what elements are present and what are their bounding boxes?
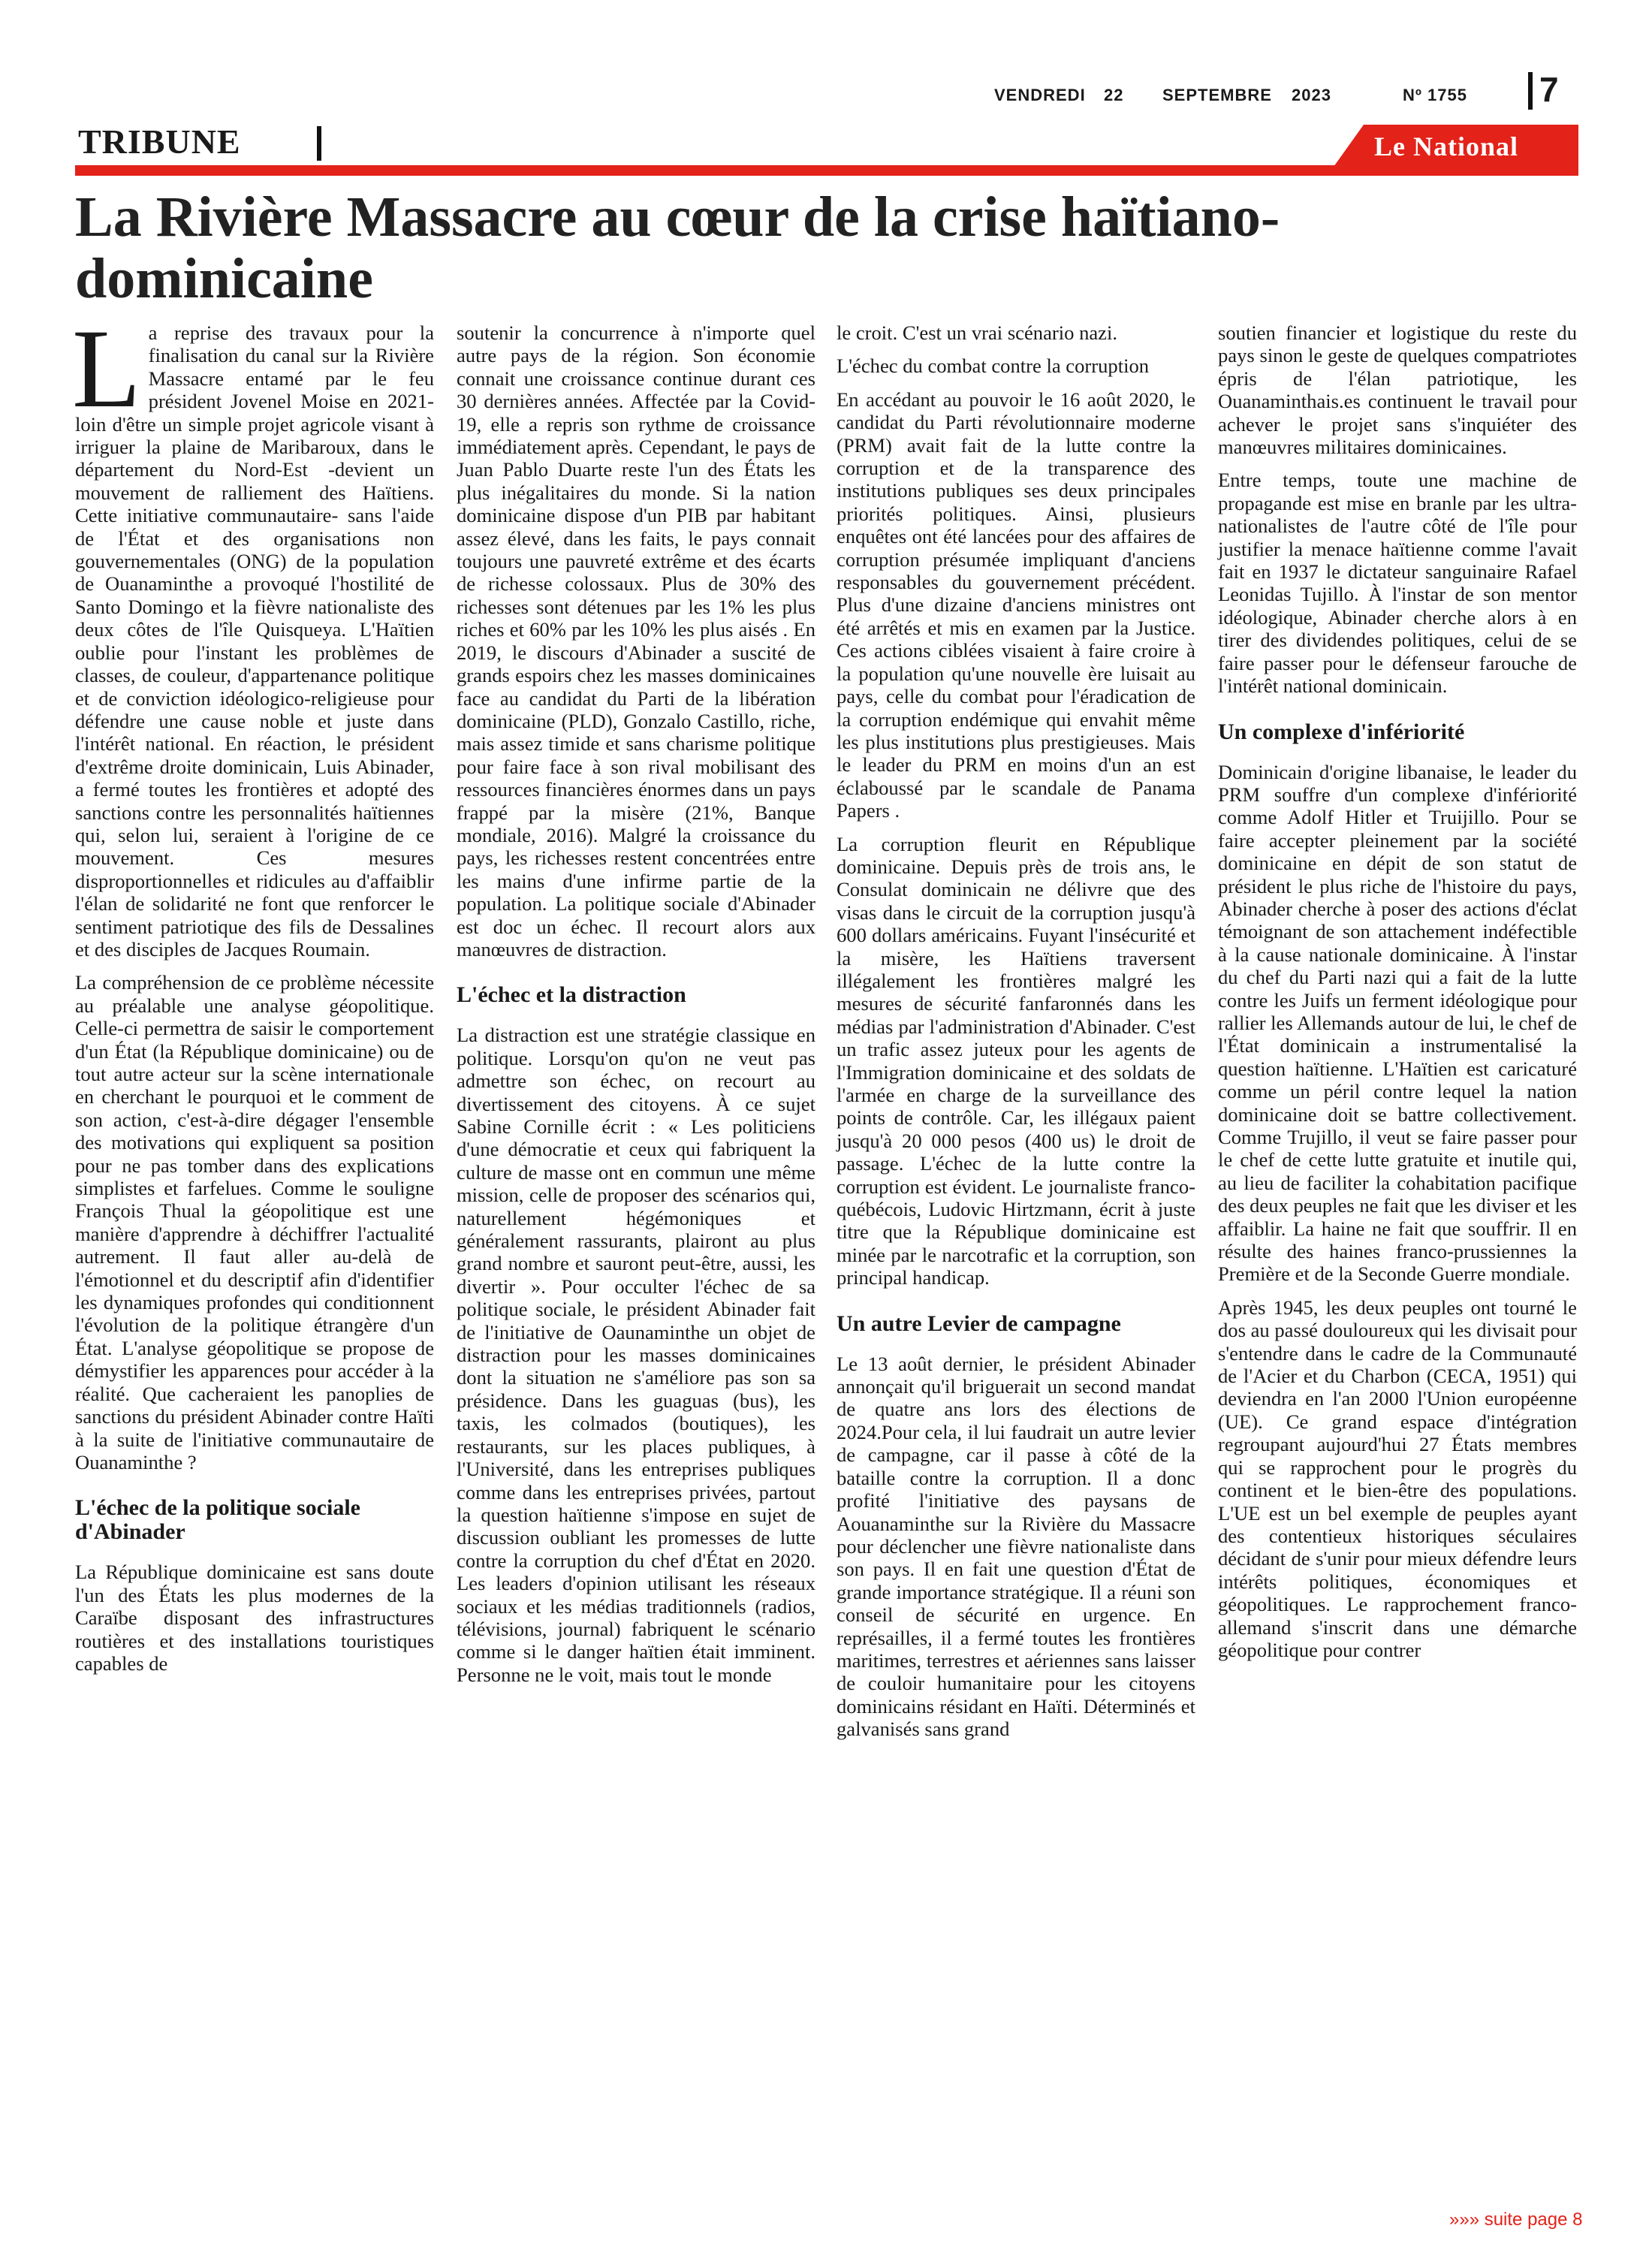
paragraph: En accédant au pouvoir le 16 août 2020, le candidat du Parti révolutionnaire moderne (PRM) avait fait de la lutte contre la corruption et de la transparence des institutions publiques ses deux principales priorités politiques. Ainsi, plusieurs enquêtes ont été lancées pour des affaires de corruption présumée impliquant d'anciens responsables du gouvernement précédent. Plus d'une dizaine d'anciens ministres ont été arrêtés et mis en examen par la Justice. Ces actions ciblées visaient à faire croire à la population qu'une nouvelle ère luisait au pays, celle du combat pour l'éradication de la corruption endémique qui envahit même les plus institutions plus prestigieuses. Mais le leader du PRM en moins d'un an est éclaboussé par le scandale de Panama Papers . [837,388,1195,822]
article-column-3 [837,321,1195,1751]
paragraph: La République dominicaine est sans doute l'un des États les plus modernes de la Caraïbe disposant des infrastructures routières et des installations touristiques capables de [75,1561,434,1675]
paragraph: La compréhension de ce problème nécessite au préalable une analyse géopolitique. Celle-ci permettra de saisir le comportement d'un État (la République dominicaine) ou de tout autre acteur sur la scène internationale en cherchant le pourquoi et le comment de son action, c'est-à-dire dégager l'ensemble des motivations qui expliquent sa position pour ne pas tomber dans des explications simplistes et farfelues. Comme le souligne François Thual la géopolitique est une manière d'apprendre à déchiffrer l'actualité autrement. Il faut aller au-delà de l'émotionnel et du descriptif afin d'identifier les dynamiques profondes qui conditionnent l'évolution de la politique étrangère d'un État. L'analyse géopolitique se propose de démystifier les apparences pour accéder à la réalité. Que cacheraient les panoplies de sanctions du président Abinader contre Haïti à la suite de l'initiative communautaire de Ouanaminthe ? [75,971,434,1473]
brand-logo: Le National [1374,131,1519,161]
paragraph: L'échec du combat contre la corruption [837,354,1150,378]
paragraph: La corruption fleurit en République dominicaine. Depuis près de trois ans, le Consulat dominicain ne délivre que des visas dans le circuit de la corruption jusqu'à 600 dollars américains. Fuyant l'insécurité et la misère, les Haïtiens traversent illégalement les frontières malgré les mesures de sécurité fanfaronnés dans les médias par l'administration d'Abinader. C'est un trafic assez juteux pour les agents de l'Immigration dominicaine et des soldats de l'armée en charge de la surveillance des points de contrôle. Car, les illégaux paient jusqu'à 20 000 pesos (400 us) le droit de passage. L'échec de la lutte contre la corruption est évident. Le journaliste franco-québécois, Ludovic Hirtzmann, écrit à juste titre que la République dominicaine est minée par le narcotrafic et la corruption, son principal handicap. [837,832,1195,1289]
subheading: L'échec de la politique sociale d'Abinader [75,1495,360,1545]
paragraph: Entre temps, toute une machine de propagande est mise en branle par les ultra-nationalistes de l'autre côté de l'île pour justifier la menace haïtienne comme l'avait fait en 1937 le dictateur sanguinaire Rafael Leonidas Tujillo. À l'instar de son mentor idéologique, Abinader cherche alors à en tirer des dividendes politiques, celui de se faire passer pour le défenseur farouche de l'intérêt national dominicain. [1218,469,1577,698]
subheading: Un complexe d'infériorité [1218,719,1465,744]
section-label: TRIBUNE [78,122,241,161]
paragraph: Après 1945, les deux peuples ont tourné le dos au passé douloureux qui les divisait pour s'entendre dans le cadre de la Communauté de l'Acier et du Charbon (CECA, 1951) qui deviendra en l'an 2000 l'Union européenne (UE). Ce grand espace d'intégration regroupant aujourd'hui 27 États membres qui se rapprochent pour le progrès du continent et le bien-être des populations. L'UE est un bel exemple de peuples ayant des contentieux historiques séculaires décidant de s'unir pour mieux défendre leurs intérêts politiques, économiques et géopolitiques. Le rapprochement franco-allemand s'inscrit dans une démarche géopolitique pour contrer [1218,1295,1577,1661]
page-number: 7 [1539,70,1559,109]
paragraph: le croit. C'est un vrai scénario nazi. [837,321,1118,344]
article-column-2 [457,321,815,1697]
page-number-divider [1528,72,1533,110]
paragraph: soutien financier et logistique du reste du pays sinon le geste de quelques compatriotes épris de l'élan patriotique, les Ouanaminthais.es continuent le travail pour achever le projet sans s'inquiéter des manœuvres militaires dominicaines. [1218,321,1577,459]
header-day: VENDREDI [994,86,1086,104]
article-headline: La Rivière Massacre au cœur de la crise haïtiano-dominicaine [75,185,1280,310]
continuation-link[interactable]: »»» suite page 8 [1449,2209,1583,2230]
paragraph: La distraction est une stratégie classique en politique. Lorsqu'on qu'on ne veut pas admettre son échec, on recourt au divertissement des citoyens. À ce sujet Sabine Cornille écrit : « Les politiciens d'une démocratie et ceux qui fabriquent la culture de masse ont en commun une même mission, celle de proposer des scénarios qui, naturellement hégémoniques et généralement rassurants, plairont au plus grand nombre et sauront peut-être, aussi, les divertir ». Pour occulter l'échec de sa politique sociale, le président Abinader fait de l'initiative de Oaunaminthe un objet de distraction pour les masses dominicaines dont la situation ne s'améliore pas son sa présidence. Dans les guaguas (bus), les taxis, les colmados (boutiques), les restaurants, sur les places publiques, à l'Université, dans les entreprises publiques comme dans les entreprises privées, partout la question haïtienne s'impose en sujet de discussion oubliant les promesses de lutte contre la corruption du chef d'État en 2020. Les leaders d'opinion utilisant les réseaux sociaux et les médias traditionnels (radios, télévisions, journal) fabriquent le scénario comme si le danger haïtien était imminent. Personne ne le voit, mais tout le monde [457,1024,815,1686]
article-column-1 [72,306,434,1685]
section-divider [317,126,321,161]
header-issue: Nº 1755 [1403,86,1467,104]
paragraph: Dominicain d'origine libanaise, le leader du PRM souffre d'un complexe d'infériorité comme Adolf Hitler et Truijillo. Pour se faire accepter pleinement par la société dominicaine en dépit de son statut de président le plus riche de l'histoire du pays, Abinader cherche à poser des actions d'éclat témoignant de son attachement indéfectible à la cause nationale dominicaine. À l'instar du chef du Parti nazi qui a fait de la lutte contre les Juifs un ferment idéologique pour rallier les Allemands autour de lui, le chef de l'État dominicain a instrumentalisé la question haïtienne. L'Haïtien est caricaturé comme un péril contre lequel la nation dominicaine doit se battre collectivement. Comme Trujillo, il veut se faire passer pour le chef de cette lutte gratuite et inutile qui, au lieu de faciliter la cohabitation pacifique des deux peuples ne fait que les diviser et les affaiblir. La haine ne fait que souffrir. Il en résulte des haines franco-prussiennes la Première et de la Seconde Guerre mondiale. [1218,760,1577,1286]
paragraph: soutenir la concurrence à n'importe quel autre pays de la région. Son économie connait une croissance continue durant ces 30 dernières années. Affectée par la Covid-19, elle a repris son rythme de croissance immédiatement après. Cependant, le pays de Juan Pablo Duarte reste l'un des États les plus inégalitaires du monde. Si la nation dominicaine dispose d'un PIB par habitant assez élevé, dans les faits, le pays connait toujours une pauvreté extrême et des écarts de richesse colossaux. Plus de 30% des richesses sont détenues par les 1% les plus riches et 60% par les 10% les plus aisés . En 2019, le discours d'Abinader a suscité de grands espoirs chez les masses dominicaines face au candidat du Parti de la libération dominicaine (PLD), Gonzalo Castillo, riche, mais assez timide et sans charisme politique pour faire face à son rival mobilisant des ressources financières énormes dans un pays frappé par la misère (21%, Banque mondiale, 2016). Malgré la croissance du pays, les richesses restent concentrées entre les mains d'une infirme partie de la population. La politique sociale d'Abinader est doc un échec. Il recourt alors aux manœuvres de distraction. [457,321,815,961]
header-rule [75,165,1578,176]
header-date: 22 [1104,86,1124,104]
paragraph: La reprise des travaux pour la finalisation du canal sur la Rivière Massacre entamé par le feu président Jovenel Moise en 2021-loin d'être un simple projet agricole visant à irriguer la plaine de Maribaroux, dans le département du Nord-Est -devient un mouvement de ralliement des Haïtiens. Cette initiative communautaire- sans l'aide de l'État et des organisations non gouvernementales (ONG) de la population de Ouanaminthe a provoqué l'hostilité de Santo Domingo et la fièvre nationaliste des deux côtes de l'île Quisqueya. L'Haïtien oublie pour l'instant les problèmes de classes, de couleur, d'appartenance politique et de conviction idéologico-religieuse pour défendre une cause noble et juste dans l'intérêt national. En réaction, le président d'extrême droite dominicain, Luis Abinader, a fermé toutes les frontières et adopté des sanctions contre les personnalités haïtiennes qui, selon lui, seraient à l'origine de ce mouvement. Ces mesures disproportionnelles et ridicules au d'affaiblir l'élan de solidarité ne font que renforcer le sentiment patriotique des fils de Dessalines et des disciples de Jacques Roumain. [72,306,434,961]
header-year: 2023 [1292,86,1331,104]
drop-cap: L [72,306,141,431]
subheading: Un autre Levier de campagne [837,1310,1121,1336]
article-column-4 [1218,321,1577,1672]
subheading: L'échec et la distraction [457,982,686,1008]
header-month: SEPTEMBRE [1162,86,1272,104]
paragraph: Le 13 août dernier, le président Abinader annonçait qu'il briguerait un second mandat de quatre ans lors des élections de 2024.Pour cela, il lui faudrait un autre levier de campagne, car il passe à côté de la bataille contre la corruption. Il a donc profité l'initiative des paysans de Aouanaminthe sur la Rivière du Massacre pour déclencher une fièvre nationaliste dans son pays. Il en fait une question d'État de grande importance stratégique. Il a réuni son conseil de sécurité en urgence. En représailles, il a fermé toutes les frontières maritimes, terrestres et aériennes sans laisser de couloir humanitaire pour les citoyens dominicains résidant en Haïti. Déterminés et galvanisés sans grand [837,1352,1195,1741]
